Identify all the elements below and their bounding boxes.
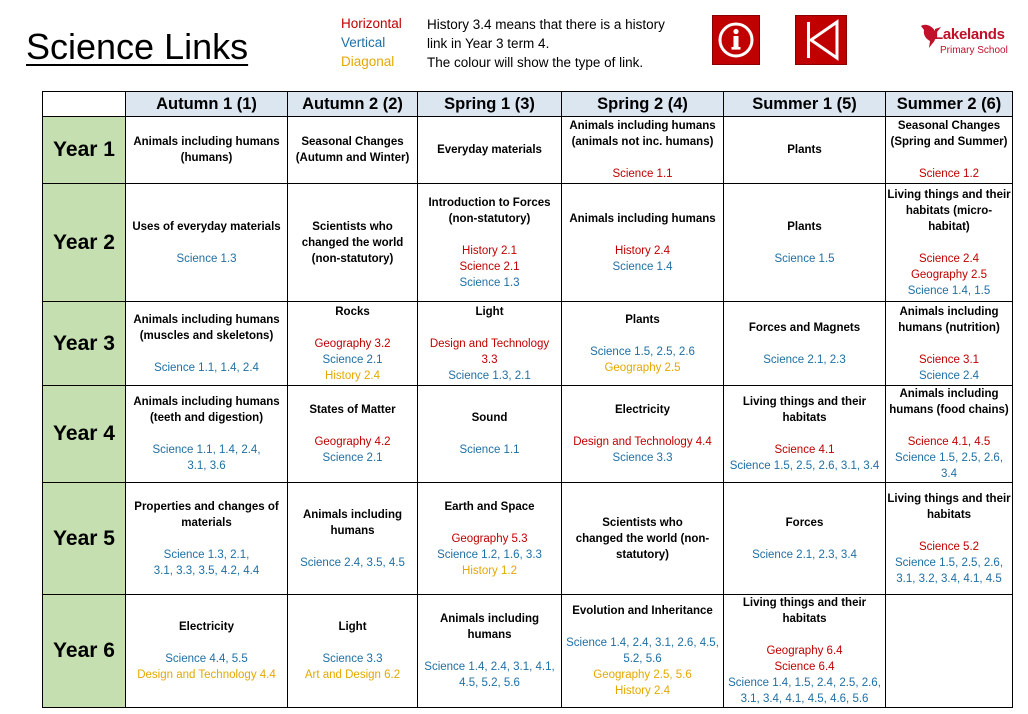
year-label: Year 1 (43, 117, 126, 184)
back-icon (796, 16, 846, 64)
topic-text: Uses of everyday materials (132, 220, 281, 233)
year-label: Year 6 (43, 595, 126, 708)
link-text: Science 3.1 (918, 353, 980, 366)
link-text: 3.1, 3.4, 4.1, 4.5, 4.6, 5.6 (740, 693, 869, 705)
link-text: Geography 4.2 (314, 436, 391, 448)
term-cell (126, 184, 288, 302)
term-cell (418, 595, 562, 708)
topic-text: Seasonal Changes (897, 120, 1001, 132)
year-row (43, 595, 1013, 708)
topic-text: Animals including humans (569, 212, 716, 225)
link-text: Science 1.4, 2.4, 3.1, 4.1, (424, 661, 555, 673)
corner-cell (43, 92, 126, 117)
term-cell (562, 483, 724, 595)
link-text: Science 3.3 (612, 452, 673, 464)
link-text: Science 2.1, 2.3 (763, 353, 846, 366)
topic-text: Introduction to Forces (428, 196, 551, 209)
term-cell (886, 117, 1013, 184)
link-text: Science 1.5, 2.5, 2.6, (894, 452, 1004, 464)
link-text: Science 1.2, 1.6, 3.3 (437, 548, 542, 561)
link-text: Science 2.1 (322, 452, 383, 464)
link-text: 3.1, 3.2, 3.4, 4.1, 4.5 (896, 572, 1002, 585)
link-text: Science 1.3 (176, 252, 237, 265)
link-text: Science 1.1 (459, 444, 520, 456)
term-cell (724, 595, 886, 708)
topic-text: habitats (782, 412, 827, 424)
link-text: Design and Technology 4.4 (137, 669, 276, 681)
topic-text: Rocks (335, 305, 370, 318)
term-cell (886, 483, 1013, 595)
term-cell (724, 302, 886, 386)
link-text: Science 1.1 (612, 168, 673, 180)
term-cell (886, 184, 1013, 302)
link-text: Science 2.4, 3.5, 4.5 (300, 556, 405, 569)
key-diagonal: Diagonal (341, 54, 395, 69)
link-text: Science 1.3 (459, 276, 520, 289)
term-cell (418, 302, 562, 386)
topic-text: Sound (471, 412, 508, 424)
topic-text: Living things and their (742, 396, 867, 408)
link-text: History 2.1 (462, 244, 517, 257)
link-text: Science 4.1 (774, 444, 835, 456)
link-text: 3.3 (481, 353, 498, 366)
link-text: Science 1.5 (774, 252, 835, 265)
link-type-key (341, 14, 402, 71)
topic-text: Living things and their (742, 597, 867, 609)
info-icon (713, 16, 759, 64)
year-row (43, 386, 1013, 483)
topic-text: materials (181, 516, 232, 529)
topic-text: Light (338, 621, 367, 633)
term-cell (288, 302, 418, 386)
term-cell (126, 117, 288, 184)
topic-text: (muscles and skeletons) (139, 329, 274, 342)
term-header: Summer 1 (5) (724, 92, 886, 117)
term-cell (562, 302, 724, 386)
topic-text: Light (475, 305, 504, 318)
link-text: Science 1.2 (918, 168, 980, 180)
topic-text: Plants (625, 313, 660, 326)
term-cell (288, 483, 418, 595)
term-header: Autumn 1 (1) (126, 92, 288, 117)
topic-text: humans (nutrition) (898, 321, 1000, 334)
term-cell (562, 595, 724, 708)
link-text: 3.1, 3.6 (187, 460, 226, 472)
link-text: History 2.4 (615, 685, 670, 697)
key-vertical: Vertical (341, 35, 386, 50)
term-cell (126, 483, 288, 595)
link-text: Science 2.4 (918, 369, 980, 382)
term-cell (288, 386, 418, 483)
topic-text: humans (467, 629, 512, 641)
explanation-line: The colour will show the type of link. (427, 55, 644, 70)
topic-text: Forces (785, 516, 824, 529)
term-header: Autumn 2 (2) (288, 92, 418, 117)
topic-text: Living things and their (887, 188, 1011, 201)
link-text: Science 1.1, 1.4, 2.4 (154, 361, 259, 374)
link-text: Design and Technology 4.4 (573, 436, 712, 448)
topic-text: changed the world (301, 236, 404, 249)
explanation-line: link in Year 3 term 4. (427, 36, 550, 51)
topic-text: Forces and Magnets (748, 321, 861, 334)
topic-text: Animals including (899, 388, 999, 400)
term-cell (418, 483, 562, 595)
term-cell (288, 184, 418, 302)
year-label: Year 5 (43, 483, 126, 595)
link-text: Science 1.5, 2.5, 2.6, (894, 556, 1004, 569)
link-text: Science 6.4 (774, 661, 835, 673)
back-button[interactable] (795, 15, 847, 65)
topic-text: humans (330, 524, 375, 537)
year-row (43, 184, 1013, 302)
topic-text: Animals including humans (133, 313, 280, 326)
topic-text: Animals including (439, 613, 540, 625)
link-text: Science 2.1 (459, 260, 520, 273)
link-text: 3.4 (941, 468, 957, 480)
topic-text: Seasonal Changes (301, 136, 404, 148)
explanation-line: History 3.4 means that there is a history (427, 17, 665, 32)
link-text: Science 1.5, 2.5, 2.6 (590, 345, 695, 358)
year-row (43, 117, 1013, 184)
link-text: Science 1.4, 1.5 (907, 284, 991, 297)
term-header: Spring 1 (3) (418, 92, 562, 117)
key-explanation (427, 15, 707, 72)
topic-text: statutory) (615, 548, 670, 561)
topic-text: (Spring and Summer) (890, 136, 1008, 148)
term-cell (562, 117, 724, 184)
topic-text: Animals including (302, 508, 403, 521)
topic-text: Animals including humans (133, 136, 280, 148)
logo-subtitle: Primary School (940, 45, 1008, 56)
link-text: Geography 5.3 (451, 532, 528, 545)
topic-text: Scientists who (602, 516, 683, 529)
topic-text: habitat) (928, 220, 970, 233)
topic-text: changed the world (non- (575, 532, 710, 545)
link-text: Geography 3.2 (314, 337, 391, 350)
year-label: Year 2 (43, 184, 126, 302)
topic-text: habitats (926, 508, 972, 521)
term-cell (724, 483, 886, 595)
link-text: Science 3.3 (322, 653, 383, 665)
link-text: Science 1.5, 2.5, 2.6, 3.1, 3.4 (729, 460, 880, 472)
link-text: Geography 2.5 (604, 361, 681, 374)
link-text: History 1.2 (462, 564, 517, 577)
school-logo (918, 20, 1018, 72)
topic-text: (non-statutory) (311, 252, 394, 265)
link-text: Science 2.1, 2.3, 3.4 (752, 548, 857, 561)
topic-text: Earth and Space (444, 500, 535, 513)
topic-text: Electricity (615, 404, 670, 416)
link-text: Design and Technology (429, 337, 550, 350)
topic-text: Living things and their (887, 492, 1011, 505)
topic-text: (teeth and digestion) (149, 412, 264, 424)
logo-name: Lakelands (934, 26, 1005, 43)
topic-text: (non-statutory) (448, 212, 531, 225)
term-cell (886, 386, 1013, 483)
topic-text: humans (food chains) (889, 404, 1009, 416)
link-text: History 2.4 (615, 244, 670, 257)
link-text: Art and Design 6.2 (304, 669, 401, 681)
link-text: Science 1.3, 2.1, (163, 548, 250, 561)
link-text: Geography 2.5, 5.6 (593, 669, 692, 681)
term-cell (126, 595, 288, 708)
term-header: Summer 2 (6) (886, 92, 1013, 117)
topic-text: Evolution and Inheritance (572, 605, 713, 617)
link-text: 5.2, 5.6 (623, 653, 662, 665)
term-cell (562, 386, 724, 483)
term-cell (562, 184, 724, 302)
page-title: Science Links (26, 26, 249, 67)
topic-text: Scientists who (312, 220, 393, 233)
info-button[interactable] (712, 15, 760, 65)
topic-text: habitats (micro- (905, 204, 993, 217)
topic-text: States of Matter (309, 404, 396, 416)
term-cell (126, 302, 288, 386)
link-text: Science 2.4 (918, 252, 980, 265)
topic-text: Plants (787, 220, 822, 233)
term-cell (724, 184, 886, 302)
link-text: Science 5.2 (918, 540, 980, 553)
year-row (43, 483, 1013, 595)
term-header: Spring 2 (4) (562, 92, 724, 117)
term-cell (126, 386, 288, 483)
year-row (43, 302, 1013, 386)
link-text: 3.1, 3.3, 3.5, 4.2, 4.4 (153, 564, 260, 577)
topic-text: Animals including humans (569, 120, 716, 132)
topic-text: (humans) (180, 152, 233, 164)
year-label: Year 4 (43, 386, 126, 483)
topic-text: (Autumn and Winter) (295, 152, 410, 164)
link-text: Science 4.4, 5.5 (165, 653, 248, 665)
science-links-table (42, 91, 1013, 708)
year-label: Year 3 (43, 302, 126, 386)
link-text: 4.5, 5.2, 5.6 (459, 677, 520, 689)
link-text: Science 1.4, 2.4, 3.1, 2.6, 4.5, (566, 637, 719, 649)
term-cell (288, 117, 418, 184)
term-cell (724, 386, 886, 483)
link-text: Science 1.1, 1.4, 2.4, (152, 444, 261, 456)
topic-text: Animals including (899, 305, 999, 318)
topic-text: (animals not inc. humans) (571, 136, 714, 148)
topic-text: Plants (787, 144, 822, 156)
topic-text: Electricity (179, 621, 234, 633)
link-text: Science 4.1, 4.5 (907, 436, 991, 448)
link-text: Science 1.3, 2.1 (448, 369, 531, 382)
link-text: Science 1.4 (612, 260, 673, 273)
term-header-row (43, 92, 1013, 117)
link-text: Science 1.4, 1.5, 2.4, 2.5, 2.6, (728, 677, 881, 689)
link-text: Geography 6.4 (766, 645, 843, 657)
term-cell (418, 117, 562, 184)
topic-text: Properties and changes of (134, 500, 279, 513)
topic-text: Animals including humans (133, 396, 280, 408)
topic-text: Everyday materials (437, 144, 542, 156)
term-cell (418, 184, 562, 302)
term-cell (418, 386, 562, 483)
term-cell (724, 117, 886, 184)
term-cell (288, 595, 418, 708)
link-text: History 2.4 (325, 369, 380, 382)
link-text: Geography 2.5 (910, 268, 988, 281)
key-horizontal: Horizontal (341, 16, 402, 31)
topic-text: habitats (782, 613, 827, 625)
term-cell (886, 302, 1013, 386)
term-cell (886, 595, 1013, 708)
link-text: Science 2.1 (322, 353, 383, 366)
